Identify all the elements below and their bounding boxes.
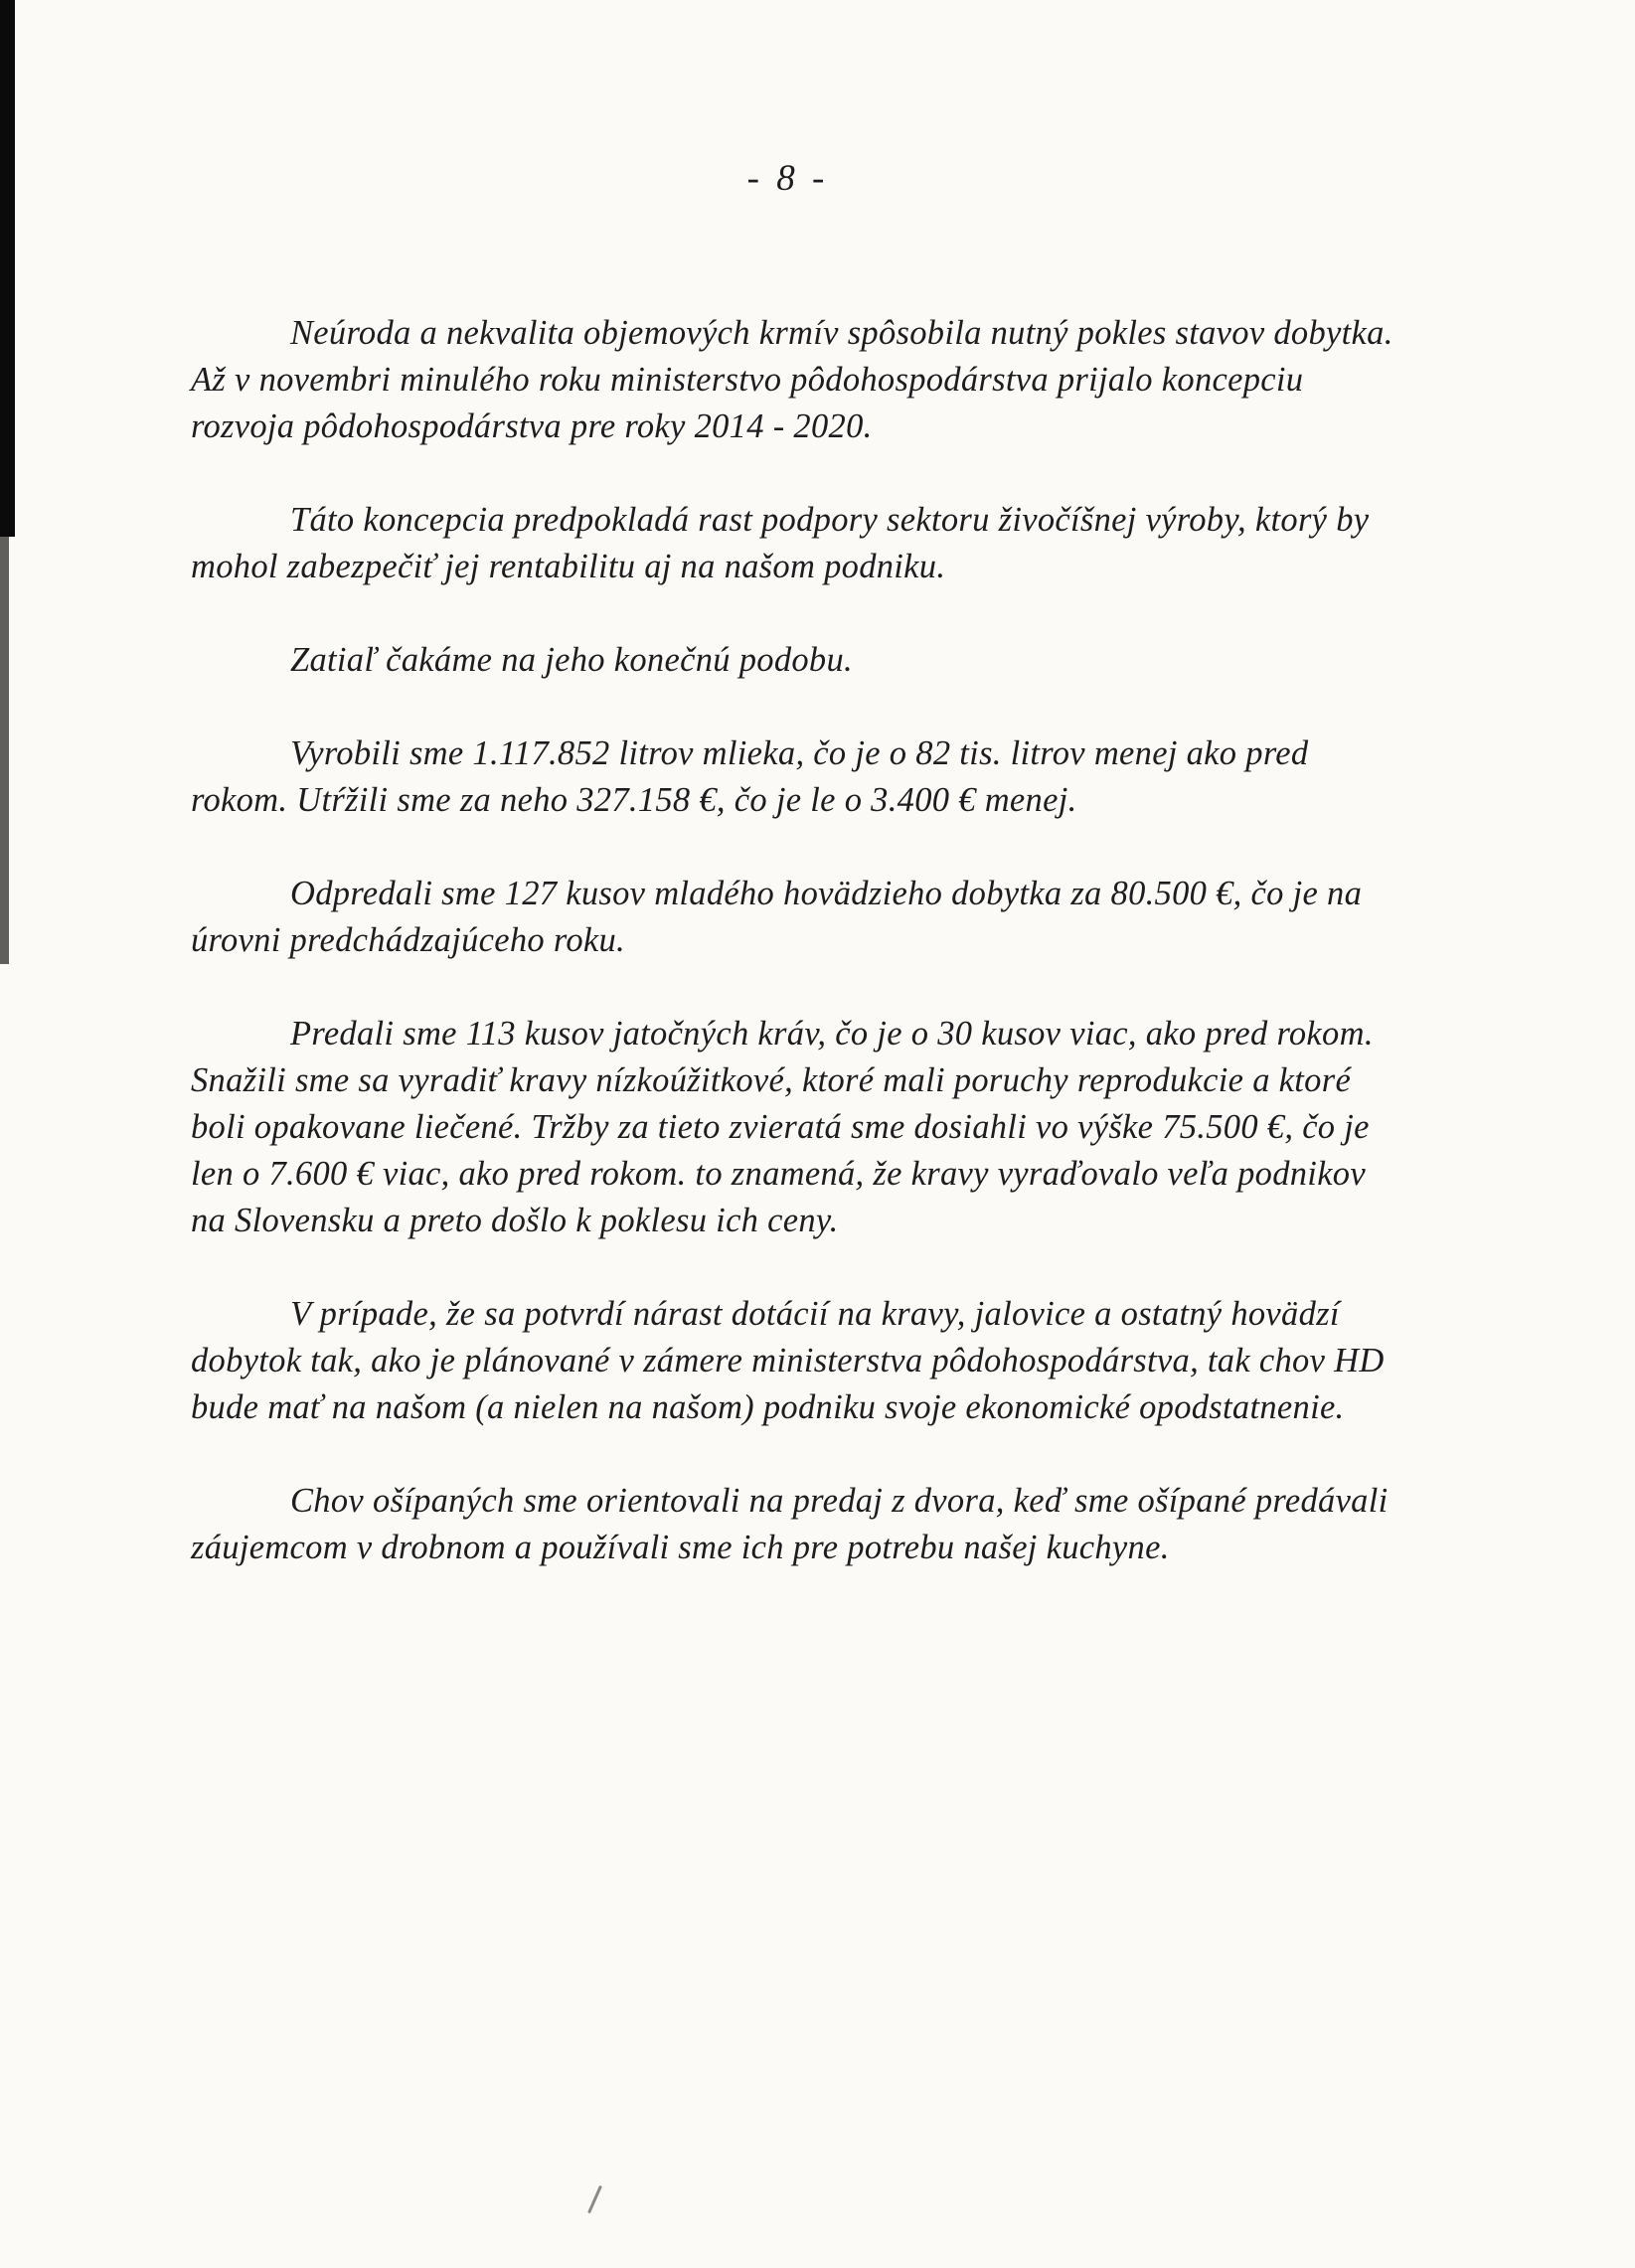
document-body (191, 310, 1393, 1618)
paragraph: Chov ošípaných sme orientovali na predaj z dvora, keď sme ošípané predávali záujemcom v drobnom a používali sme ich pre potrebu našej kuchyne. (191, 1482, 1389, 1566)
paragraph: Zatiaľ čakáme na jeho konečnú podobu. (290, 641, 853, 679)
scan-artifact-bottom-mark (587, 2186, 602, 2214)
paragraph: Táto koncepcia predpokladá rast podpory sektoru živočíšnej výroby, ktorý by mohol zabezpečiť jej rentabilitu aj na našom podniku. (191, 501, 1370, 585)
paragraph: Vyrobili sme 1.117.852 litrov mlieka, čo je o 82 tis. litrov menej ako pred rokom. Utŕžili sme za neho 327.158 €, čo je le o 3.400 € menej. (191, 734, 1309, 819)
paragraph: Predali sme 113 kusov jatočných kráv, čo je o 30 kusov viac, ako pred rokom. Snažili sme sa vyradiť kravy nízkoúžitkové, ktoré mali poruchy reprodukcie a ktoré boli opakovane liečené. Tržby za tieto zvieratá sme dosiahli vo výške 75.500 €, čo je len o 7.600 € viac, ako pred rokom. to znamená, že kravy vyraďovalo veľa podnikov na Slovensku a preto došlo k poklesu ich ceny. (191, 1015, 1374, 1239)
page-number: - 8 - (746, 158, 829, 199)
paragraph: V prípade, že sa potvrdí nárast dotácií na kravy, jalovice a ostatný hovädzí dobytok tak, ako je plánované v zámere ministerstva pôdohospodárstva, tak chov HD bude mať na našom (a nielen na našom) podniku svoje ekonomické opodstatnenie. (191, 1295, 1385, 1426)
scan-artifact-left-edge-mid (0, 537, 9, 964)
paragraph: Neúroda a nekvalita objemových krmív spôsobila nutný pokles stavov dobytka. Až v novembri minulého roku ministerstvo pôdohospodárstva prijalo koncepciu rozvoja pôdohospodárstva pre roky 2014 - 2020. (191, 314, 1393, 445)
scan-artifact-left-edge-top (0, 0, 15, 537)
paragraph: Odpredali sme 127 kusov mladého hovädzieho dobytka za 80.500 €, čo je na úrovni predchádzajúceho roku. (191, 875, 1363, 959)
